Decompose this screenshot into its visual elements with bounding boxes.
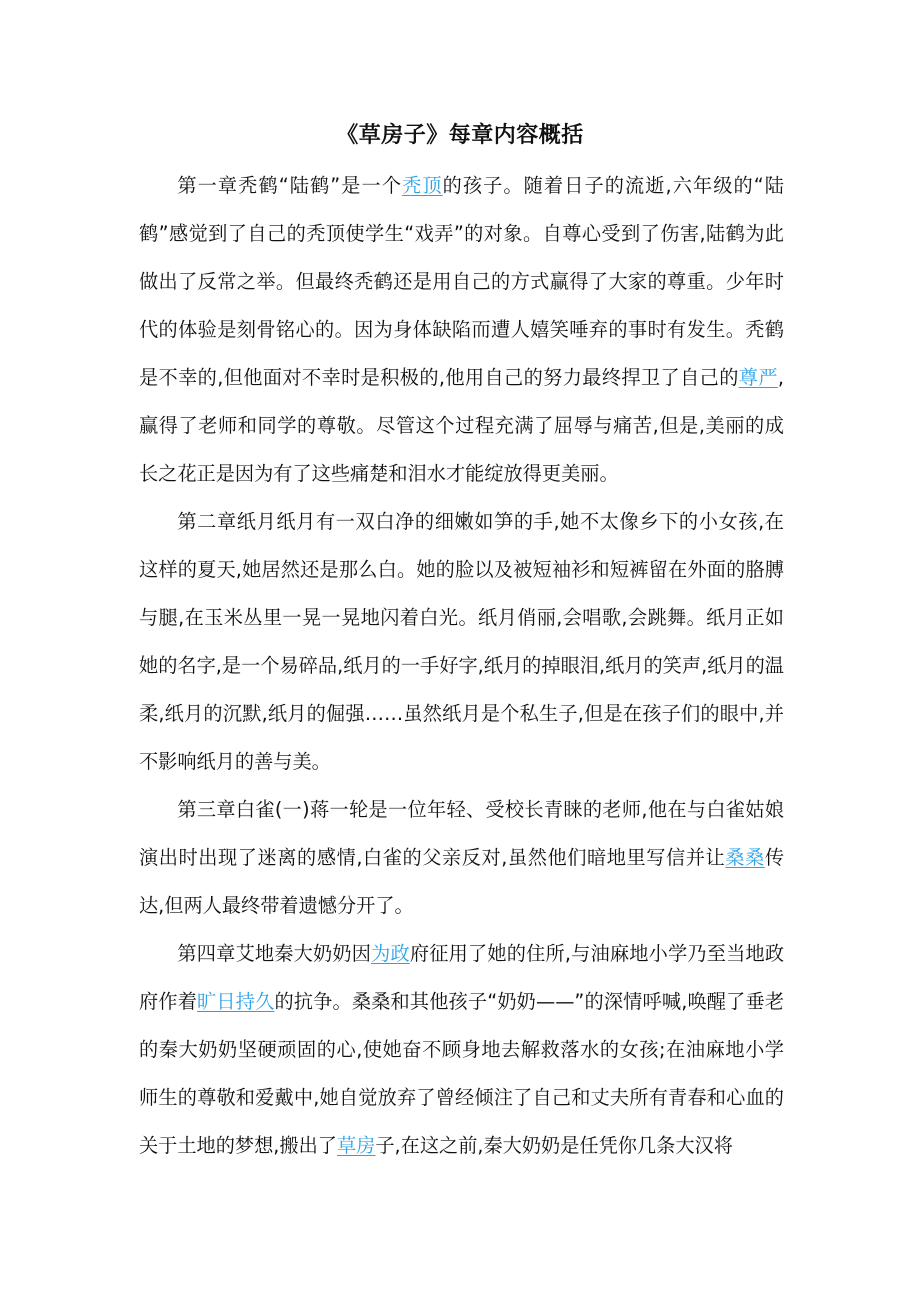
paragraph-chapter-3 [139, 786, 784, 930]
paragraph-chapter-4 [139, 930, 784, 1170]
text-segment: 第四章艾地秦大奶奶因 [177, 942, 372, 965]
text-segment: 第一章秃鹤“陆鹤”是一个 [177, 174, 403, 197]
keyword-link-tuding[interactable]: 秃顶 [402, 174, 443, 197]
text-segment: 第二章纸月纸月有一双白净的细嫩如笋的手,她不太像乡下的小女孩,在这样的夏天,她居然还是那么白。她的脸以及被短袖衫和短裤留在外面的胳膊与腿,在玉米丛里一晃一晃地闪着白光。纸月俏丽,会唱歌,会跳舞。纸月正如她的名字,是一个易碎品,纸月的一手好字,纸月的掉眼泪,纸月的笑声,纸月的温柔,纸月的沉默,纸月的倔强……虽然纸月是个私生子,但是在孩子们的眼中,并不影响纸月的善与美。 [139, 510, 784, 773]
paragraph-chapter-1 [139, 162, 784, 498]
text-segment: ,赢得了老师和同学的尊敬。尽管这个过程充满了屈辱与痛苦,但是,美丽的成长之花正是因为有了这些痛楚和泪水才能绽放得更美丽。 [139, 366, 784, 485]
keyword-link-weizheng[interactable]: 为政 [371, 942, 410, 965]
text-segment: 第三章白雀(一)蒋一轮是一位年轻、受校长青睐的老师,他在与白雀姑娘演出时出现了迷离的感情,白雀的父亲反对,虽然他们暗地里写信并让 [139, 798, 784, 869]
text-segment: 子,在这之前,秦大奶奶是任凭你几条大汉将 [375, 1134, 733, 1157]
keyword-link-zunyan[interactable]: 尊严 [738, 366, 778, 389]
keyword-link-caofang[interactable]: 草房 [336, 1134, 376, 1157]
paragraph-chapter-2 [139, 498, 784, 786]
text-segment: 传达,但两人最终带着遗憾分开了。 [139, 846, 784, 917]
text-segment: 的抗争。桑桑和其他孩子“奶奶——”的深情呼喊,唤醒了垂老的秦大奶奶坚硬顽固的心,使她奋不顾身地去解救落水的女孩;在油麻地小学师生的尊敬和爱戴中,她自觉放弃了曾经倾注了自己和丈夫所有青春和心血的关于土地的梦想,搬出了 [139, 990, 785, 1157]
text-segment: 府征用了她的住所,与油麻地小学乃至当地政府作着 [139, 942, 785, 1013]
keyword-link-sangsang[interactable]: 桑桑 [725, 846, 765, 869]
document-title: 《草房子》每章内容概括 [336, 123, 584, 148]
text-segment: 的孩子。随着日子的流逝,六年级的“陆鹤”感觉到了自己的秃顶使学生“戏弄”的对象。自尊心受到了伤害,陆鹤为此做出了反常之举。但最终秃鹤还是用自己的方式赢得了大家的尊重。少年时代的体验是刻骨铭心的。因为身体缺陷而遭人嬉笑唾弃的事时有发生。秃鹤是不幸的,但他面对不幸时是积极的,他用自己的努力最终捍卫了自己的 [139, 174, 784, 389]
keyword-link-kuangrichijiu[interactable]: 旷日持久 [197, 990, 275, 1013]
